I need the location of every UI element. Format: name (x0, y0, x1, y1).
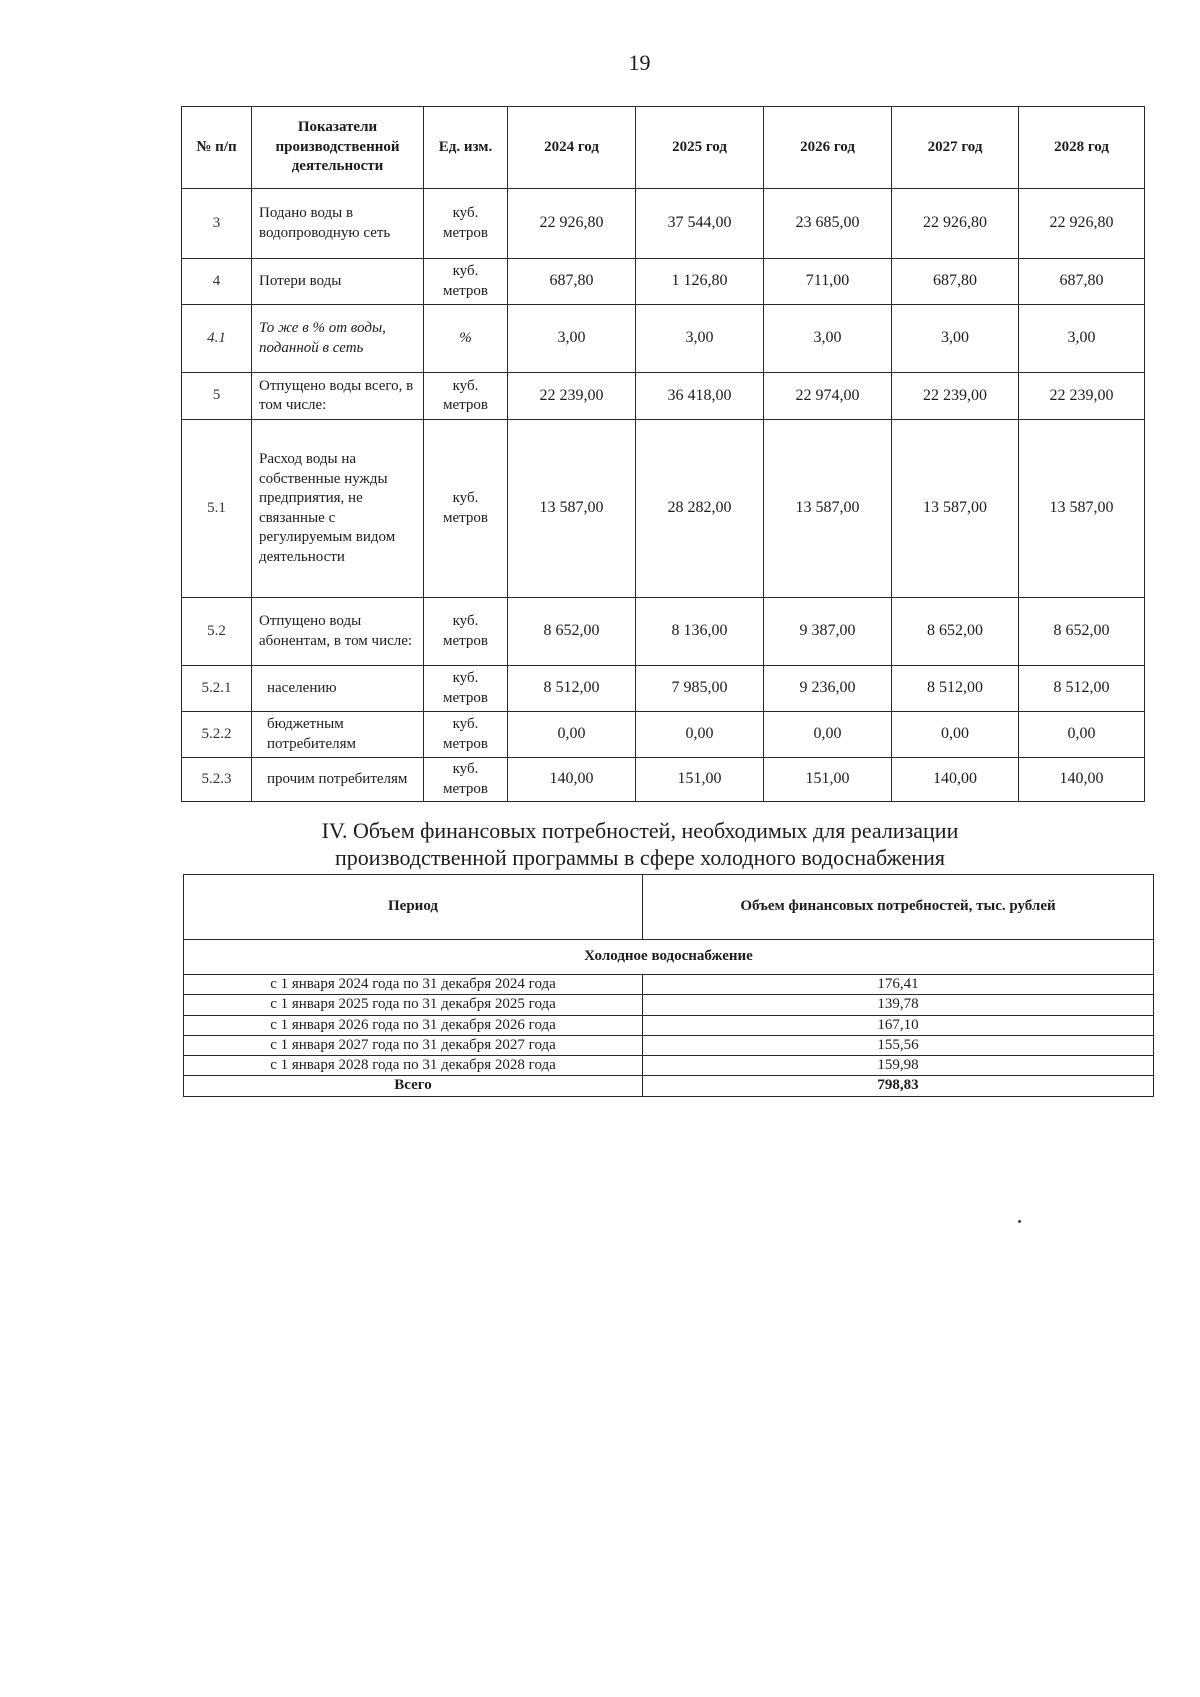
value-2028: 687,80 (1019, 259, 1145, 305)
row-indicator: То же в % от воды, поданной в сеть (252, 305, 424, 373)
value-2026: 3,00 (764, 305, 892, 373)
value-2026: 13 587,00 (764, 420, 892, 598)
row-indicator: Отпущено воды всего, в том числе: (252, 373, 424, 420)
row-indicator: Потери воды (252, 259, 424, 305)
header-num: № п/п (182, 107, 252, 189)
table-row (184, 995, 1154, 1015)
header-year-2024: 2024 год (508, 107, 636, 189)
row-num: 5 (182, 373, 252, 420)
value-2025: 1 126,80 (636, 259, 764, 305)
header-financial-amount: Объем финансовых потребностей, тыс. рублей (643, 875, 1154, 940)
row-num: 5.2 (182, 598, 252, 666)
row-unit: куб. метров (424, 712, 508, 758)
table-row (184, 1056, 1154, 1076)
value-2024: 3,00 (508, 305, 636, 373)
header-year-2027: 2027 год (892, 107, 1019, 189)
row-indicator: прочим потребителям (252, 758, 424, 802)
period-cell: с 1 января 2024 года по 31 декабря 2024 года (184, 975, 643, 995)
period-cell: с 1 января 2027 года по 31 декабря 2027 года (184, 1035, 643, 1055)
scan-speck (1018, 1220, 1021, 1223)
period-cell: с 1 января 2026 года по 31 декабря 2026 года (184, 1015, 643, 1035)
value-2026: 9 236,00 (764, 666, 892, 712)
value-2027: 3,00 (892, 305, 1019, 373)
header-period: Период (184, 875, 643, 940)
value-2028: 8 512,00 (1019, 666, 1145, 712)
value-2024: 0,00 (508, 712, 636, 758)
row-indicator: Отпущено воды абонентам, в том числе: (252, 598, 424, 666)
group-row (184, 940, 1154, 975)
amount-cell: 155,56 (643, 1035, 1154, 1055)
value-2026: 0,00 (764, 712, 892, 758)
table-header-row (184, 875, 1154, 940)
header-year-2028: 2028 год (1019, 107, 1145, 189)
value-2028: 22 926,80 (1019, 189, 1145, 259)
value-2024: 22 926,80 (508, 189, 636, 259)
value-2028: 8 652,00 (1019, 598, 1145, 666)
table-row (184, 1015, 1154, 1035)
table-row (182, 373, 1145, 420)
value-2025: 3,00 (636, 305, 764, 373)
row-unit: куб. метров (424, 420, 508, 598)
value-2024: 687,80 (508, 259, 636, 305)
row-indicator: населению (252, 666, 424, 712)
table-header-row (182, 107, 1145, 189)
group-label-cold-water: Холодное водоснабжение (184, 940, 1154, 975)
header-indicator: Показатели производственной деятельности (252, 107, 424, 189)
value-2024: 140,00 (508, 758, 636, 802)
row-unit: % (424, 305, 508, 373)
value-2025: 7 985,00 (636, 666, 764, 712)
production-indicators-table (181, 106, 1145, 802)
amount-cell: 176,41 (643, 975, 1154, 995)
value-2025: 151,00 (636, 758, 764, 802)
row-unit: куб. метров (424, 373, 508, 420)
value-2024: 13 587,00 (508, 420, 636, 598)
value-2027: 8 512,00 (892, 666, 1019, 712)
value-2028: 3,00 (1019, 305, 1145, 373)
row-indicator: Расход воды на собственные нужды предприятия, не связанные с регулируемым видом деятельности (252, 420, 424, 598)
row-unit: куб. метров (424, 189, 508, 259)
section-heading-line-2: производственной программы в сфере холодного водоснабжения (335, 844, 945, 870)
value-2026: 22 974,00 (764, 373, 892, 420)
amount-cell: 139,78 (643, 995, 1154, 1015)
row-num: 3 (182, 189, 252, 259)
header-unit: Ед. изм. (424, 107, 508, 189)
total-amount: 798,83 (643, 1076, 1154, 1096)
value-2025: 0,00 (636, 712, 764, 758)
amount-cell: 159,98 (643, 1056, 1154, 1076)
row-unit: куб. метров (424, 598, 508, 666)
row-num: 5.1 (182, 420, 252, 598)
row-num: 5.2.3 (182, 758, 252, 802)
value-2026: 151,00 (764, 758, 892, 802)
header-year-2026: 2026 год (764, 107, 892, 189)
table-row (182, 598, 1145, 666)
value-2027: 13 587,00 (892, 420, 1019, 598)
table-row (184, 1035, 1154, 1055)
table-row (184, 975, 1154, 995)
table-row (182, 758, 1145, 802)
value-2027: 22 239,00 (892, 373, 1019, 420)
row-unit: куб. метров (424, 259, 508, 305)
value-2025: 37 544,00 (636, 189, 764, 259)
table-row (182, 420, 1145, 598)
value-2025: 28 282,00 (636, 420, 764, 598)
value-2024: 8 512,00 (508, 666, 636, 712)
value-2028: 0,00 (1019, 712, 1145, 758)
table-row (182, 189, 1145, 259)
row-indicator: бюджетным потребителям (252, 712, 424, 758)
row-indicator: Подано воды в водопроводную сеть (252, 189, 424, 259)
value-2028: 13 587,00 (1019, 420, 1145, 598)
value-2026: 711,00 (764, 259, 892, 305)
section-heading (240, 818, 1040, 872)
value-2027: 140,00 (892, 758, 1019, 802)
table-row (182, 305, 1145, 373)
period-cell: с 1 января 2025 года по 31 декабря 2025 года (184, 995, 643, 1015)
row-num: 4.1 (182, 305, 252, 373)
amount-cell: 167,10 (643, 1015, 1154, 1035)
value-2027: 687,80 (892, 259, 1019, 305)
value-2027: 8 652,00 (892, 598, 1019, 666)
table-row (182, 712, 1145, 758)
total-row (184, 1076, 1154, 1096)
period-cell: с 1 января 2028 года по 31 декабря 2028 года (184, 1056, 643, 1076)
value-2028: 22 239,00 (1019, 373, 1145, 420)
financial-needs-table (183, 874, 1154, 1097)
table-row (182, 666, 1145, 712)
section-heading-line-1: IV. Объем финансовых потребностей, необходимых для реализации (321, 818, 959, 843)
table-row (182, 259, 1145, 305)
row-num: 5.2.2 (182, 712, 252, 758)
value-2027: 22 926,80 (892, 189, 1019, 259)
page-number: 19 (628, 50, 651, 75)
row-unit: куб. метров (424, 758, 508, 802)
value-2025: 8 136,00 (636, 598, 764, 666)
row-num: 4 (182, 259, 252, 305)
value-2026: 23 685,00 (764, 189, 892, 259)
row-unit: куб. метров (424, 666, 508, 712)
total-label: Всего (184, 1076, 643, 1096)
value-2026: 9 387,00 (764, 598, 892, 666)
row-num: 5.2.1 (182, 666, 252, 712)
value-2028: 140,00 (1019, 758, 1145, 802)
value-2024: 8 652,00 (508, 598, 636, 666)
value-2024: 22 239,00 (508, 373, 636, 420)
value-2027: 0,00 (892, 712, 1019, 758)
value-2025: 36 418,00 (636, 373, 764, 420)
header-year-2025: 2025 год (636, 107, 764, 189)
